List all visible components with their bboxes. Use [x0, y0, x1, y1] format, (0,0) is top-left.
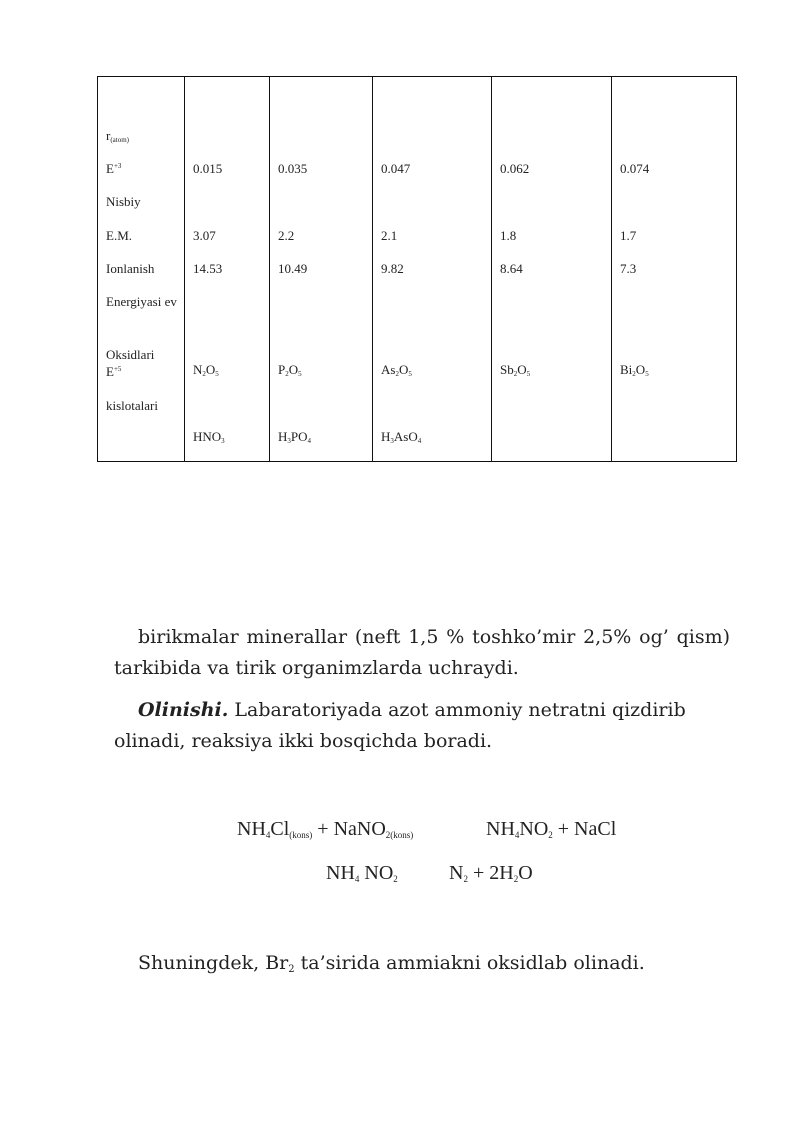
acid-formula: $HNO_3$ [193, 429, 225, 445]
label-cell [98, 77, 185, 462]
paragraph-bromine: Shuningdek, $Br_2$ ta’sirida ammiakni oksidlab olinadi. [138, 952, 645, 975]
em-value: 1.7 [620, 228, 637, 243]
label-radius: $r_{(atom)}$ [106, 128, 130, 144]
equation-reactants-1: $NH_4Cl_{(kons)}$ + NaNO$_{2(kons)}$ [237, 818, 414, 840]
preparation-text: Labaratoriyada azot ammoniy netratni qizdirib olinadi, reaksiya ikki bosqichda boradi. [114, 699, 686, 752]
ionization-value: 10.49 [278, 261, 308, 276]
em-value: 1.8 [500, 228, 517, 243]
oxide-formula: $N_2O_5$ [193, 362, 219, 378]
preparation-heading: Olinishi. [138, 699, 229, 721]
paragraph-occurrence: birikmalar minerallar (neft 1,5 % toshko’mir 2,5% og’ qism) tarkibida va tirik organimzlarda uchraydi. [114, 626, 730, 679]
radius-value: 0.062 [500, 161, 530, 176]
element-column [270, 77, 373, 462]
label-energiyasi: Energiyasi ev [106, 294, 177, 309]
radius-value: 0.074 [620, 161, 650, 176]
table-row [98, 77, 737, 462]
paragraph-preparation [114, 695, 730, 757]
radius-value: 0.035 [278, 161, 308, 176]
element-column [185, 77, 270, 462]
em-value: 2.2 [278, 228, 295, 243]
radius-value: 0.015 [193, 161, 223, 176]
ionization-value: 8.64 [500, 261, 523, 276]
label-oksidlari: Oksidlari [106, 347, 155, 362]
oxide-formula: $As_2O_5$ [381, 362, 412, 378]
element-column [373, 77, 492, 462]
acid-formula: $H_3AsO_4$ [381, 429, 422, 445]
ionization-value: 9.82 [381, 261, 404, 276]
oxide-formula: $Bi_2O_5$ [620, 362, 649, 378]
equation-products-2: $N_2 + 2H_2O$ [449, 862, 533, 884]
label-nisbiy: Nisbiy [106, 194, 141, 209]
em-value: 2.1 [381, 228, 398, 243]
label-e-plus3: $E^{+3}$ [106, 161, 122, 176]
ionization-value: 7.3 [620, 261, 637, 276]
label-kislotalari: kislotalari [106, 398, 158, 413]
em-value: 3.07 [193, 228, 216, 243]
equation-products-1: $NH_4NO_2$ + NaCl [486, 818, 617, 840]
oxide-formula: $P_2O_5$ [278, 362, 302, 378]
acid-formula: $H_3PO_4$ [278, 429, 312, 445]
label-ionlanish: Ionlanish [106, 261, 155, 276]
element-column [492, 77, 612, 462]
element-column [612, 77, 737, 462]
equation-reactants-2: $NH_4$ $NO_2$ [326, 862, 398, 884]
ionization-value: 14.53 [193, 261, 223, 276]
oxide-formula: $Sb_2O_5$ [500, 362, 531, 378]
radius-value: 0.047 [381, 161, 411, 176]
label-e-plus5: $E^{+5}$ [106, 364, 122, 379]
element-properties-table [97, 76, 737, 462]
label-em: E.M. [106, 228, 132, 243]
